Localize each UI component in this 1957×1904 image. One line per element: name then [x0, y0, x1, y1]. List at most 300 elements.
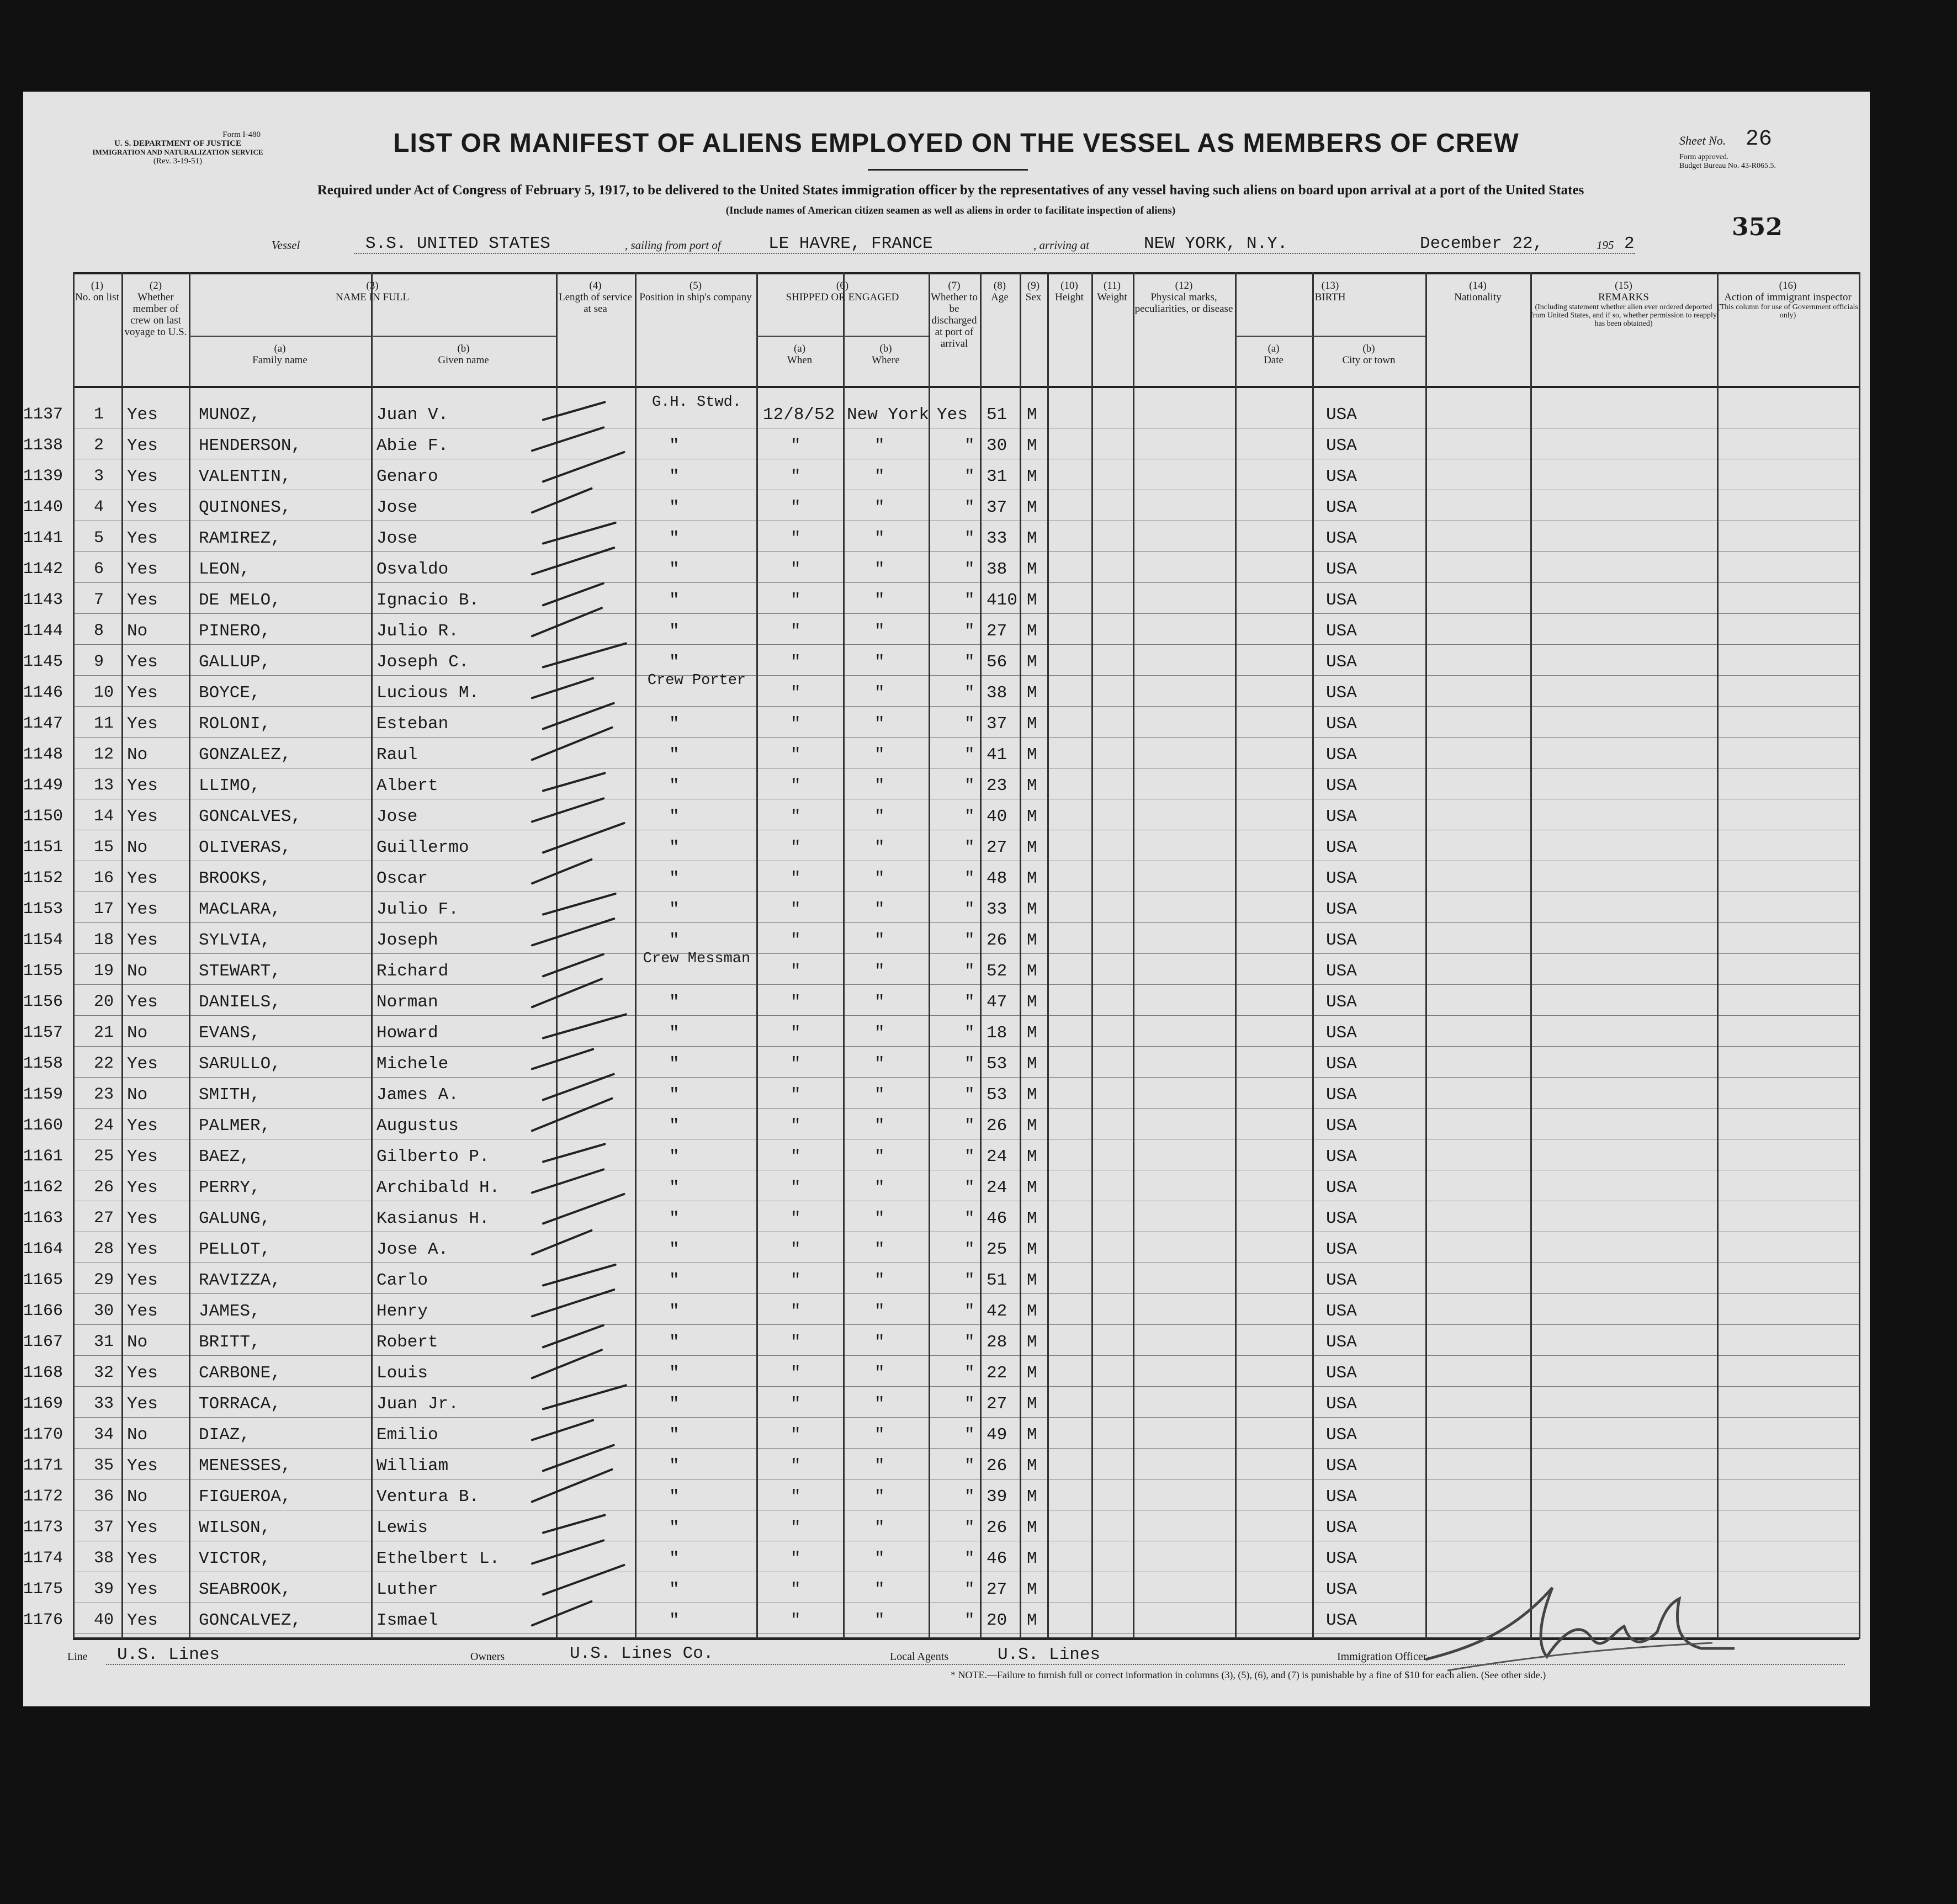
position: "	[669, 1240, 680, 1259]
position: "	[669, 591, 680, 610]
discharged: "	[964, 498, 975, 517]
discharged: "	[964, 683, 975, 703]
previous-voyage: Yes	[127, 1580, 158, 1599]
table-top-rule	[73, 272, 1859, 274]
table-row	[23, 985, 1870, 1016]
position: "	[669, 529, 680, 548]
shipped-when: "	[791, 869, 801, 888]
age: 25	[987, 1240, 1007, 1259]
sex: M	[1027, 405, 1037, 425]
position: "	[669, 1085, 680, 1105]
shipped-where: "	[874, 622, 885, 641]
sex: M	[1027, 1054, 1037, 1074]
given-name: Jose	[376, 529, 418, 548]
shipped-when: "	[791, 1147, 801, 1166]
list-number: 25	[94, 1147, 114, 1166]
birth-city: USA	[1326, 1271, 1357, 1290]
list-number: 34	[94, 1425, 114, 1444]
column-title: No. on list	[75, 291, 119, 303]
col-header-when	[756, 343, 843, 366]
shipped-where: "	[874, 1240, 885, 1259]
discharged: "	[964, 776, 975, 795]
list-number: 16	[94, 869, 114, 888]
family-name: GONCALVES,	[199, 807, 302, 826]
shipped-when: "	[791, 1487, 801, 1507]
sex: M	[1027, 869, 1037, 888]
previous-voyage: Yes	[127, 869, 158, 888]
family-name: PALMER,	[199, 1116, 271, 1136]
seq-number: 1172	[23, 1487, 63, 1506]
shipped-where: "	[874, 807, 885, 826]
age: 27	[987, 1394, 1007, 1414]
seq-number: 1156	[23, 993, 63, 1011]
age: 22	[987, 1364, 1007, 1383]
seq-number: 1138	[23, 436, 63, 455]
position: "	[669, 776, 680, 795]
age: 38	[987, 683, 1007, 703]
sex: M	[1027, 1549, 1037, 1568]
previous-voyage: Yes	[127, 931, 158, 950]
table-row	[23, 522, 1870, 552]
position: "	[669, 1580, 680, 1599]
age: 27	[987, 838, 1007, 857]
age: 37	[987, 714, 1007, 734]
column-number: (15)	[1615, 280, 1632, 291]
position: "	[669, 1549, 680, 1568]
column-number: (b)	[457, 343, 470, 354]
position: "	[669, 807, 680, 826]
column-title: Physical marks, peculiarities, or disease	[1134, 291, 1233, 315]
discharged: "	[964, 1178, 975, 1197]
given-name: Joseph	[376, 931, 438, 950]
position: "	[669, 1611, 680, 1630]
table-row	[23, 1016, 1870, 1047]
previous-voyage: No	[127, 745, 148, 765]
birth-city: USA	[1326, 1054, 1357, 1074]
list-number: 13	[94, 776, 114, 795]
shipped-when: "	[791, 683, 801, 703]
seq-number: 1155	[23, 962, 63, 980]
birth-city: USA	[1326, 1085, 1357, 1105]
voyage-line	[272, 234, 1707, 256]
position: "	[669, 1487, 680, 1507]
family-name: JAMES,	[199, 1302, 261, 1321]
position: Crew Messman	[643, 951, 751, 967]
column-number: (a)	[1267, 343, 1280, 354]
birth-city: USA	[1326, 1147, 1357, 1166]
family-name: DE MELO,	[199, 591, 281, 610]
birth-city: USA	[1326, 653, 1357, 672]
given-name: Lucious M.	[376, 683, 480, 703]
subtitle: Required under Act of Congress of February 5, 1917, to be delivered to the United States immigration officer by the representatives of any vessel having such aliens on board upon arrival at a port of the United States	[317, 183, 1584, 198]
sex: M	[1027, 467, 1037, 486]
previous-voyage: Yes	[127, 1116, 158, 1136]
given-name: Raul	[376, 745, 418, 765]
col-header-birth	[1235, 280, 1425, 303]
position: "	[669, 1394, 680, 1414]
shipped-when: "	[791, 962, 801, 981]
given-name: Luther	[376, 1580, 438, 1599]
family-name: GONCALVEZ,	[199, 1611, 302, 1630]
shipped-where: "	[874, 900, 885, 919]
given-name: Esteban	[376, 714, 449, 734]
birth-city: USA	[1326, 900, 1357, 919]
table-row	[23, 645, 1870, 676]
position: "	[669, 714, 680, 734]
family-name: VICTOR,	[199, 1549, 271, 1568]
age: 38	[987, 560, 1007, 579]
list-number: 20	[94, 993, 114, 1011]
shipped-where: "	[874, 1364, 885, 1383]
family-name: RAVIZZA,	[199, 1271, 281, 1290]
col-header-where	[843, 343, 929, 366]
column-title: Whether to be discharged at port of arrival	[931, 291, 978, 349]
column-title: NAME IN FULL	[336, 291, 409, 303]
shipped-when: "	[791, 1333, 801, 1352]
shipped-when: "	[791, 1364, 801, 1383]
previous-voyage: Yes	[127, 1518, 158, 1537]
family-name: SMITH,	[199, 1085, 261, 1105]
table-row	[23, 831, 1870, 861]
given-name: Gilberto P.	[376, 1147, 490, 1166]
subheader-rule	[1235, 336, 1425, 337]
table-row	[23, 429, 1870, 459]
shipped-where: "	[874, 1085, 885, 1105]
age: 48	[987, 869, 1007, 888]
previous-voyage: No	[127, 1023, 148, 1043]
previous-voyage: Yes	[127, 1456, 158, 1476]
given-name: Osvaldo	[376, 560, 449, 579]
discharged: "	[964, 560, 975, 579]
column-number: (1)	[91, 280, 104, 291]
shipped-when: "	[791, 1425, 801, 1445]
previous-voyage: Yes	[127, 714, 158, 734]
column-number: (a)	[793, 343, 806, 354]
discharged: "	[964, 622, 975, 641]
shipped-where: "	[874, 1302, 885, 1321]
birth-city: USA	[1326, 1518, 1357, 1537]
seq-number: 1168	[23, 1364, 63, 1382]
sex: M	[1027, 962, 1037, 981]
family-name: BRITT,	[199, 1333, 261, 1352]
col-header-discharged	[929, 280, 980, 349]
birth-city: USA	[1326, 1425, 1357, 1445]
list-number: 30	[94, 1302, 114, 1320]
previous-voyage: Yes	[127, 1549, 158, 1568]
seq-number: 1169	[23, 1394, 63, 1413]
family-name: WILSON,	[199, 1518, 271, 1537]
seq-number: 1165	[23, 1271, 63, 1290]
previous-voyage: No	[127, 962, 148, 981]
age: 51	[987, 405, 1007, 425]
age: 20	[987, 1611, 1007, 1630]
seq-number: 1160	[23, 1116, 63, 1135]
position: "	[669, 1209, 680, 1228]
shipped-where: New York	[847, 405, 929, 425]
table-row	[23, 1047, 1870, 1078]
list-number: 6	[94, 560, 104, 579]
column-title: Weight	[1097, 291, 1127, 303]
list-number: 40	[94, 1611, 114, 1630]
column-title: Age	[991, 291, 1009, 303]
birth-city: USA	[1326, 745, 1357, 765]
birth-city: USA	[1326, 529, 1357, 548]
family-name: VALENTIN,	[199, 467, 291, 486]
department: U. S. DEPARTMENT OF JUSTICE	[114, 139, 242, 148]
arriving-label: , arriving at	[1033, 238, 1089, 252]
given-name: James A.	[376, 1085, 459, 1105]
column-number: (14)	[1469, 280, 1487, 291]
sex: M	[1027, 1178, 1037, 1197]
previous-voyage: Yes	[127, 776, 158, 795]
table-row	[23, 769, 1870, 799]
shipped-when: "	[791, 745, 801, 765]
family-name: DIAZ,	[199, 1425, 251, 1445]
birth-city: USA	[1326, 405, 1357, 425]
family-name: ROLONI,	[199, 714, 271, 734]
table-row	[23, 1140, 1870, 1170]
shipped-where: "	[874, 529, 885, 548]
shipped-where: "	[874, 931, 885, 950]
shipped-when: "	[791, 714, 801, 734]
form-id-block	[56, 130, 299, 166]
sex: M	[1027, 1302, 1037, 1321]
position: "	[669, 560, 680, 579]
given-name: Julio F.	[376, 900, 459, 919]
discharged: "	[964, 1054, 975, 1074]
seq-number: 1176	[23, 1611, 63, 1630]
table-row	[23, 1418, 1870, 1449]
discharged: "	[964, 591, 975, 610]
table-row	[23, 738, 1870, 768]
crew-table	[23, 272, 1870, 1641]
seq-number: 1171	[23, 1456, 63, 1475]
officer-signature	[1403, 1566, 1746, 1676]
col-header-service	[556, 280, 635, 315]
age: 23	[987, 776, 1007, 795]
given-name: Ismael	[376, 1611, 438, 1630]
previous-voyage: Yes	[127, 1271, 158, 1290]
seq-number: 1148	[23, 745, 63, 764]
discharged: "	[964, 1271, 975, 1290]
shipped-where: "	[874, 962, 885, 981]
shipped-when: "	[791, 931, 801, 950]
list-number: 33	[94, 1394, 114, 1413]
discharged: "	[964, 869, 975, 888]
line-value: U.S. Lines	[117, 1645, 220, 1664]
birth-city: USA	[1326, 1178, 1357, 1197]
subheader-rule	[756, 336, 929, 337]
col-header-height	[1047, 280, 1091, 303]
shipped-when: "	[791, 1054, 801, 1074]
list-number: 9	[94, 653, 104, 671]
table-row	[23, 862, 1870, 892]
col-header-remarks	[1530, 280, 1717, 328]
birth-city: USA	[1326, 1456, 1357, 1476]
table-row	[23, 584, 1870, 614]
col-header-inspector	[1717, 280, 1859, 320]
sex: M	[1027, 807, 1037, 826]
family-name: MENESSES,	[199, 1456, 291, 1476]
family-name: EVANS,	[199, 1023, 261, 1043]
sex: M	[1027, 1456, 1037, 1476]
shipped-where: "	[874, 591, 885, 610]
seq-number: 1167	[23, 1333, 63, 1351]
shipped-when: "	[791, 838, 801, 857]
shipped-where: "	[874, 1147, 885, 1166]
table-row	[23, 951, 1870, 985]
list-number: 18	[94, 931, 114, 950]
owners-label: Owners	[470, 1651, 505, 1663]
discharged: "	[964, 1116, 975, 1136]
arrival-date: December 22,	[1420, 234, 1544, 253]
position: "	[669, 1147, 680, 1166]
table-row	[23, 1171, 1870, 1201]
birth-city: USA	[1326, 436, 1357, 455]
discharged: "	[964, 962, 975, 981]
position: "	[669, 653, 680, 672]
age: 410	[987, 591, 1017, 610]
sex: M	[1027, 436, 1037, 455]
position: "	[669, 1364, 680, 1383]
seq-number: 1142	[23, 560, 63, 579]
discharged: "	[964, 838, 975, 857]
position: G.H. Stwd.	[651, 394, 742, 411]
column-title: Where	[872, 354, 900, 366]
family-name: QUINONES,	[199, 498, 291, 517]
position: "	[669, 1333, 680, 1352]
sex: M	[1027, 498, 1037, 517]
seq-number: 1175	[23, 1580, 63, 1599]
family-name: RAMIREZ,	[199, 529, 281, 548]
birth-city: USA	[1326, 1394, 1357, 1414]
shipped-when: "	[791, 1302, 801, 1321]
seq-number: 1141	[23, 529, 63, 548]
birth-city: USA	[1326, 498, 1357, 517]
age: 41	[987, 745, 1007, 765]
family-name: PERRY,	[199, 1178, 261, 1197]
seq-number: 1163	[23, 1209, 63, 1228]
sex: M	[1027, 745, 1037, 765]
column-title: Nationality	[1454, 291, 1502, 303]
seq-number: 1151	[23, 838, 63, 857]
vessel-label: Vessel	[272, 238, 300, 252]
given-name: Ignacio B.	[376, 591, 480, 610]
shipped-when: "	[791, 1085, 801, 1105]
discharged: "	[964, 1209, 975, 1228]
table-row	[23, 800, 1870, 830]
family-name: STEWART,	[199, 962, 281, 981]
given-name: Emilio	[376, 1425, 438, 1445]
previous-voyage: Yes	[127, 1302, 158, 1321]
table-row	[23, 672, 1870, 707]
given-name: Juan V.	[376, 405, 449, 425]
given-name: Jose A.	[376, 1240, 449, 1259]
column-number: (a)	[274, 343, 286, 354]
column-note: (Including statement whether alien ever ordered deported from United States, and if so, whether permission to reapply has been obtained)	[1530, 303, 1717, 328]
family-name: GALUNG,	[199, 1209, 271, 1228]
column-title: REMARKS	[1598, 291, 1649, 303]
shipped-when: "	[791, 1023, 801, 1043]
birth-city: USA	[1326, 560, 1357, 579]
column-title: Family name	[252, 354, 307, 366]
shipped-where: "	[874, 467, 885, 486]
previous-voyage: Yes	[127, 436, 158, 455]
age: 52	[987, 962, 1007, 981]
col-header-shipped	[756, 280, 929, 303]
previous-voyage: Yes	[127, 1178, 158, 1197]
list-number: 26	[94, 1178, 114, 1197]
list-number: 4	[94, 498, 104, 517]
seq-number: 1153	[23, 900, 63, 919]
shipped-when: "	[791, 1518, 801, 1537]
list-number: 35	[94, 1456, 114, 1475]
family-name: GONZALEZ,	[199, 745, 291, 765]
position: "	[669, 467, 680, 486]
shipped-where: "	[874, 745, 885, 765]
col-header-family	[189, 343, 371, 366]
age: 26	[987, 1116, 1007, 1136]
column-number: (7)	[948, 280, 961, 291]
column-number: (b)	[879, 343, 892, 354]
table-row	[23, 707, 1870, 738]
birth-city: USA	[1326, 1364, 1357, 1383]
birth-city: USA	[1326, 1611, 1357, 1630]
shipped-when: "	[791, 1209, 801, 1228]
family-name: SARULLO,	[199, 1054, 281, 1074]
birth-city: USA	[1326, 591, 1357, 610]
table-row	[23, 1511, 1870, 1541]
column-title: SHIPPED OR ENGAGED	[786, 291, 899, 303]
table-row	[23, 460, 1870, 490]
owners-value: U.S. Lines Co.	[570, 1644, 714, 1663]
footer-note: * NOTE.—Failure to furnish full or correct information in columns (3), (5), (6), and (7) is punishable by a fine of $10 for each alien. (See other side.)	[951, 1669, 1546, 1680]
revision: (Rev. 3-19-51)	[153, 157, 203, 166]
budget-bureau: Budget Bureau No. 43-R065.5.	[1679, 162, 1776, 170]
sex: M	[1027, 1240, 1037, 1259]
sex: M	[1027, 1487, 1037, 1507]
col-header-marks	[1133, 280, 1235, 315]
family-name: LLIMO,	[199, 776, 261, 795]
column-number: (5)	[689, 280, 702, 291]
shipped-where: "	[874, 1518, 885, 1537]
age: 42	[987, 1302, 1007, 1321]
birth-city: USA	[1326, 714, 1357, 734]
arrival-port: NEW YORK, N.Y.	[1144, 234, 1288, 253]
previous-voyage: Yes	[127, 1147, 158, 1166]
shipped-when: "	[791, 560, 801, 579]
sex: M	[1027, 653, 1037, 672]
subheader-rule	[189, 336, 556, 337]
previous-voyage: No	[127, 1085, 148, 1105]
age: 24	[987, 1178, 1007, 1197]
family-name: LEON,	[199, 560, 251, 579]
position: "	[669, 1425, 680, 1445]
table-row	[23, 1356, 1870, 1387]
age: 28	[987, 1333, 1007, 1352]
shipped-when: "	[791, 591, 801, 610]
list-number: 22	[94, 1054, 114, 1073]
table-row	[23, 893, 1870, 923]
birth-city: USA	[1326, 807, 1357, 826]
list-number: 31	[94, 1333, 114, 1351]
table-row	[23, 924, 1870, 954]
list-number: 15	[94, 838, 114, 857]
col-header-no	[73, 280, 121, 303]
column-title: Whether member of crew on last voyage to U.S.	[124, 291, 187, 338]
seq-number: 1146	[23, 683, 63, 702]
family-name: TORRACA,	[199, 1394, 281, 1414]
